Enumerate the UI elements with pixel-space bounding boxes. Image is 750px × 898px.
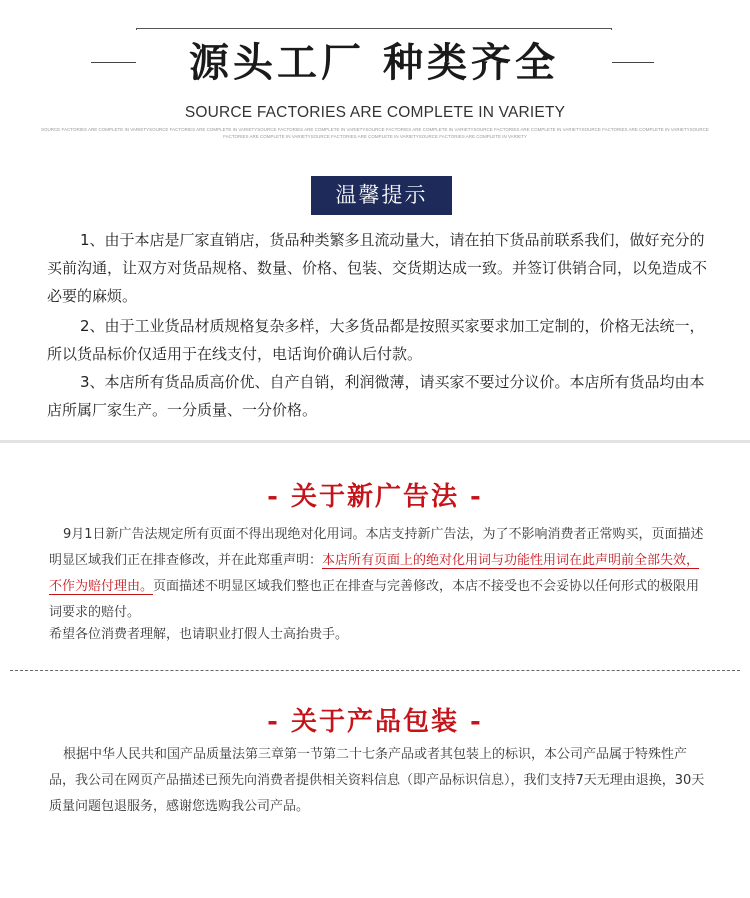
- tiny-repeat-line-1: SOURCE FACTORIES ARE COMPLETE IN VARIETYSOURCE FACTORIES ARE COMPLETE IN VARIETYSOURCE FACTORIES ARE COMPLETE IN VARIETYSOURCE FACTORIES ARE COMPLETE IN VARIETYSOURCE FACTORIES ARE COMPLETE IN VARIETYSOURCE FACTORIES ARE COMPLETE IN VARIETYSOURCE: [41, 127, 709, 132]
- packaging-paragraph: 根据中华人民共和国产品质量法第三章第一节第二十七条产品或者其包装上的标识，本公司产品属于特殊性产品，我公司在网页产品描述已预先向消费者提供相关资料信息（即产品标识信息），我们支持7天无理由退换，30天质量问题包退服务，感谢您选购我公司产品。: [49, 747, 705, 814]
- ad-law-text-before: 9月1日新广告法规定所有页面不得出现绝对化用词。本店支持新广告法，为了不影响消费者正常购买，页面描述明显区域我们正在排查修改，并在此郑重声明：: [49, 527, 704, 568]
- dashed-divider: [10, 670, 740, 671]
- ad-law-title: - 关于新广告法 -: [267, 482, 483, 512]
- ad-law-disclaimer: 本店所有页面上的绝对化用词与功能性用词在此声明前全部失效，不作为赔付理由。: [49, 553, 700, 594]
- tiny-repeat-line-2: FACTORIES ARE COMPLETE IN VARIETYSOURCE FACTORIES ARE COMPLETE IN VARIETYSOURCE FACTORIES ARE COMPLETE IN VARIETY: [223, 134, 527, 139]
- packaging-title: - 关于产品包装 -: [267, 707, 483, 737]
- ad-law-paragraph: [49, 522, 709, 626]
- section-divider: [0, 440, 750, 443]
- notice-item-3: 3、本店所有货品质高价优、自产自销，利润微薄，请买家不要过分议价。本店所有货品均由本店所属厂家生产。一分质量、一分价格。: [47, 373, 705, 419]
- ad-law-appeal: 希望各位消费者理解，也请职业打假人士高抬贵手。: [49, 627, 349, 642]
- header-banner: [0, 0, 750, 150]
- notice-item-2: 2、由于工业货品材质规格复杂多样，大多货品都是按照买家要求加工定制的，价格无法统一，所以货品标价仅适用于在线支付，电话询价确认后付款。: [47, 317, 705, 363]
- notice-item-1: 1、由于本店是厂家直销店，货品种类繁多且流动量大，请在拍下货品前联系我们，做好充分的买前沟通，让双方对货品规格、数量、价格、包装、交货期达成一致。并签订供销合同，以免造成不必要的麻烦。: [47, 231, 708, 305]
- notice-badge: 温馨提示: [311, 176, 452, 215]
- page-subtitle: SOURCE FACTORIES ARE COMPLETE IN VARIETY: [184, 104, 566, 121]
- page-title: 源头工厂 种类齐全: [136, 30, 612, 96]
- ad-law-text-after: 页面描述不明显区域我们整也正在排查与完善修改，本店不接受也不会妥协以任何形式的极限用词要求的赔付。: [49, 579, 700, 620]
